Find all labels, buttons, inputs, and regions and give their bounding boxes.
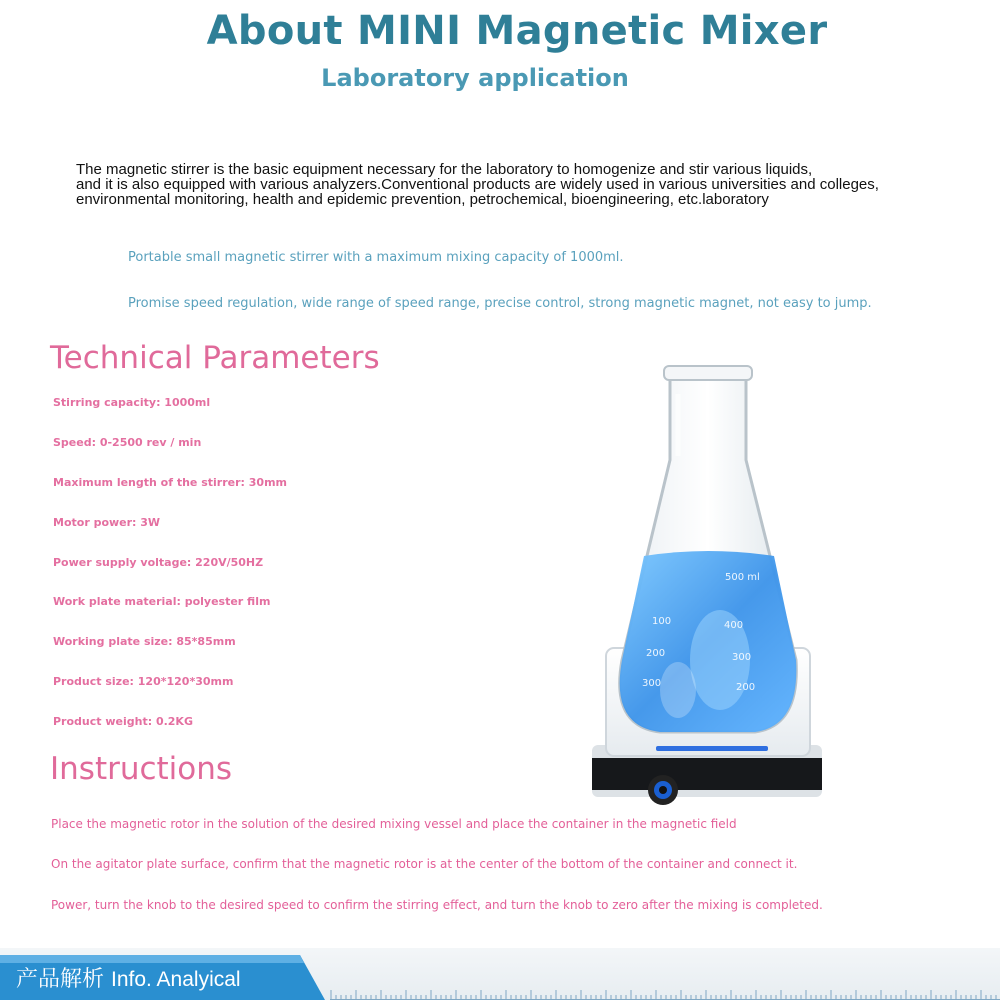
flask-scale-label: 300 [642,678,662,689]
flask-image [620,366,797,732]
param-capacity: Stirring capacity: 1000ml [53,396,211,409]
param-stirrer-length: Maximum length of the stirrer: 30mm [53,476,287,489]
intro-line: environmental monitoring, health and epidemic prevention, petrochemical, bioengineering, etc.laboratory [76,191,769,208]
feature-capacity: Portable small magnetic stirrer with a maximum mixing capacity of 1000ml. [128,250,624,265]
flask-scale-label: 100 [652,616,672,627]
instruction-step: Place the magnetic rotor in the solution of the desired mixing vessel and place the container in the magnetic field [51,817,737,831]
param-voltage: Power supply voltage: 220V/50HZ [53,556,264,569]
param-motor-power: Motor power: 3W [53,516,161,529]
intro-line: The magnetic stirrer is the basic equipment necessary for the laboratory to homogenize and stir various liquids, [76,161,813,178]
footer-label-cn: 产品解析 [16,967,105,992]
param-plate-material: Work plate material: polyester film [53,595,271,608]
instruction-step: Power, turn the knob to the desired speed to confirm the stirring effect, and turn the knob to zero after the mixing is completed. [51,898,823,912]
intro-paragraph [76,162,986,207]
footer-label [16,962,241,993]
footer-ruler [330,984,1000,1000]
flask-scale-label: 400 [724,620,744,631]
param-weight: Product weight: 0.2KG [53,715,193,728]
flask-scale-label: 200 [646,648,666,659]
param-product-size: Product size: 120*120*30mm [53,675,234,688]
feature-speed: Promise speed regulation, wide range of speed range, precise control, strong magnetic magnet, not easy to jump. [128,296,872,311]
product-image [560,360,860,810]
footer-label-en: Info. Analyical [111,968,241,991]
page-subtitle: Laboratory application [321,64,629,92]
speed-knob-icon [648,775,678,805]
page-title: About MINI Magnetic Mixer [206,8,828,54]
flask-scale-label: 500 ml [725,572,760,583]
flask-scale-label: 300 [732,652,752,663]
technical-heading: Technical Parameters [50,340,380,376]
param-plate-size: Working plate size: 85*85mm [53,635,236,648]
instruction-step: On the agitator plate surface, confirm that the magnetic rotor is at the center of the bottom of the container and connect it. [51,857,798,871]
instructions-heading: Instructions [50,751,233,787]
intro-line: and it is also equipped with various analyzers.Conventional products are widely used in various universities and colleges, [76,176,879,193]
param-speed: Speed: 0-2500 rev / min [53,436,202,449]
flask-scale-label: 200 [736,682,756,693]
